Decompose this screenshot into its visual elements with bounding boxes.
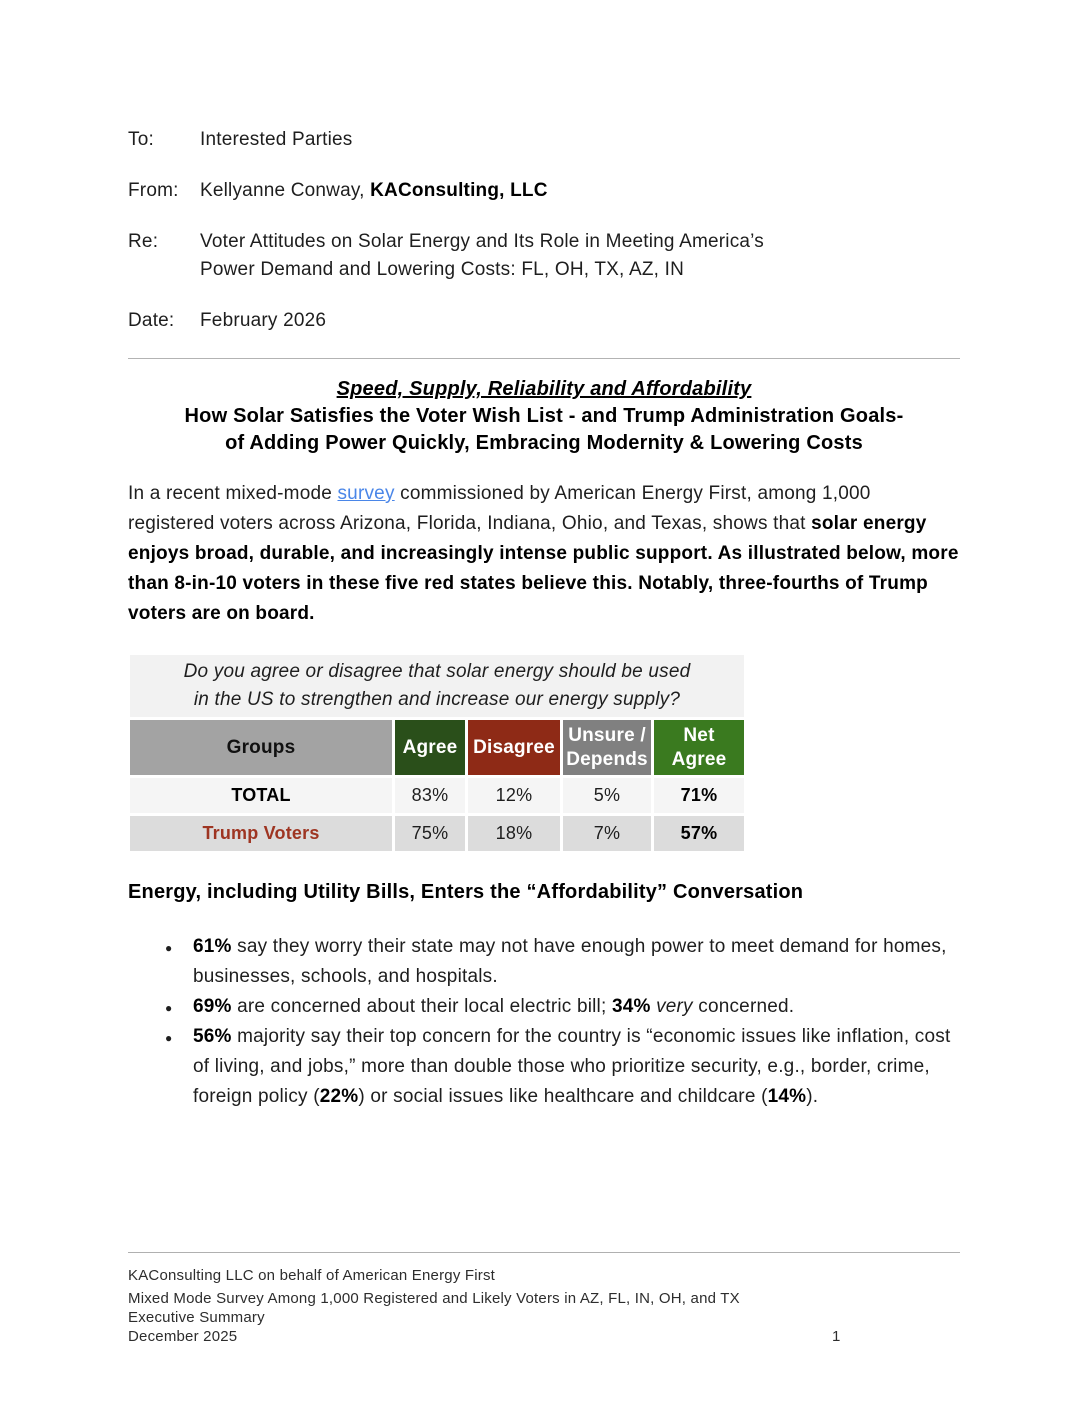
survey-results-table <box>130 655 744 851</box>
bullet-3-text-a: majority say their top concern for the country is “economic issues like inflation, cost of living, and jobs,” more than double those who prioritize security, e.g., border, crime, foreign policy ( <box>193 1026 951 1107</box>
column-header-disagree: Disagree <box>468 720 560 775</box>
bullet-2-text-a: are concerned about their local electric bill; <box>231 996 612 1017</box>
title-subtitle: Speed, Supply, Reliability and Affordability <box>336 378 752 400</box>
column-header-net-agree: Net Agree <box>654 720 744 775</box>
table-row-total-label: TOTAL <box>130 778 392 813</box>
footer-divider <box>128 1252 960 1253</box>
bullet-2-very-emphasis: very <box>656 996 693 1017</box>
trump-net-agree-value: 57% <box>654 816 744 851</box>
from-label: From: <box>128 180 179 201</box>
total-agree-value: 83% <box>395 778 465 813</box>
memo-to-row <box>128 126 960 154</box>
intro-segment-1: In a recent mixed-mode <box>128 483 338 504</box>
title-line-2: How Solar Satisfies the Voter Wish List - and Trump Administration Goals- <box>184 405 904 427</box>
trump-unsure-value: 7% <box>563 816 651 851</box>
list-item-top-concern <box>128 1022 960 1112</box>
total-disagree-value: 12% <box>468 778 560 813</box>
date-label: Date: <box>128 310 175 331</box>
survey-link[interactable]: survey <box>337 483 395 504</box>
footer-org-line: KAConsulting LLC on behalf of American Energy First <box>128 1267 496 1284</box>
re-label: Re: <box>128 231 159 252</box>
footer-summary-line: Executive Summary <box>128 1309 265 1326</box>
total-unsure-value: 5% <box>563 778 651 813</box>
column-header-agree: Agree <box>395 720 465 775</box>
stat-34: 34% <box>611 996 651 1017</box>
total-net-agree-value: 71% <box>654 778 744 813</box>
bullet-3-text-b: ) or social issues like healthcare and childcare ( <box>358 1086 768 1107</box>
intro-segment-2: commissioned by American Energy First, among 1,000 registered voters across Arizona, Florida, Indiana, Ohio, and Texas, shows that <box>128 483 871 534</box>
footer-date-line <box>128 1327 960 1346</box>
footer-survey-line: Mixed Mode Survey Among 1,000 Registered and Likely Voters in AZ, FL, IN, OH, and TX <box>128 1290 740 1307</box>
survey-question-line-1: Do you agree or disagree that solar energy should be used <box>183 661 691 682</box>
from-value-company: KAConsulting, LLC <box>370 180 548 201</box>
table-row-trump-voters-label: Trump Voters <box>130 816 392 851</box>
stat-22: 22% <box>319 1086 359 1107</box>
trump-agree-value: 75% <box>395 816 465 851</box>
survey-question-line-2: in the US to strengthen and increase our energy supply? <box>193 689 681 710</box>
bullet-2-text-b: concerned. <box>692 996 795 1017</box>
stat-56: 56% <box>193 1026 232 1047</box>
re-value <box>200 228 764 284</box>
trump-disagree-value: 18% <box>468 816 560 851</box>
intro-paragraph <box>128 479 960 629</box>
re-line-1: Voter Attitudes on Solar Energy and Its Role in Meeting America’s <box>200 231 764 252</box>
to-label: To: <box>128 129 154 150</box>
re-line-2: Power Demand and Lowering Costs: FL, OH, TX, AZ, IN <box>200 259 684 280</box>
memo-header <box>128 126 960 335</box>
from-value-name: Kellyanne Conway, <box>200 180 371 201</box>
intro-bold-claim: solar energy enjoys broad, durable, and increasingly intense public support. As illustrated below, more than 8-in-10 voters in these five red states believe this. Notably, three-fourths of Trump voters are on board. <box>128 513 959 624</box>
stat-69: 69% <box>193 996 232 1017</box>
bullet-3-text-c: ). <box>806 1086 819 1107</box>
column-header-groups: Groups <box>130 720 392 775</box>
column-header-unsure-depends: Unsure / Depends <box>563 720 651 775</box>
list-item-power-worry <box>128 932 960 992</box>
survey-question <box>130 655 744 717</box>
memo-re-row <box>128 228 960 284</box>
page-footer <box>128 1252 960 1346</box>
memo-from-row <box>128 177 960 205</box>
title-block <box>128 376 960 457</box>
from-value <box>200 177 548 205</box>
date-value: February 2026 <box>200 310 327 331</box>
survey-table-grid <box>130 720 744 851</box>
list-item-electric-bill <box>128 992 960 1022</box>
key-findings-list <box>128 932 960 1112</box>
memo-date-row <box>128 307 960 335</box>
bullet-1-text: say they worry their state may not have enough power to meet demand for homes, businesses, schools, and hospitals. <box>193 936 947 987</box>
stat-61: 61% <box>193 936 232 957</box>
stat-14: 14% <box>767 1086 807 1107</box>
section-heading-affordability: Energy, including Utility Bills, Enters the “Affordability” Conversation <box>128 881 804 903</box>
title-line-3: of Adding Power Quickly, Embracing Modernity & Lowering Costs <box>225 432 863 454</box>
to-value: Interested Parties <box>200 129 353 150</box>
footer-date: December 2025 <box>128 1328 238 1345</box>
page-number: 1 <box>832 1328 841 1345</box>
header-divider <box>128 358 960 359</box>
